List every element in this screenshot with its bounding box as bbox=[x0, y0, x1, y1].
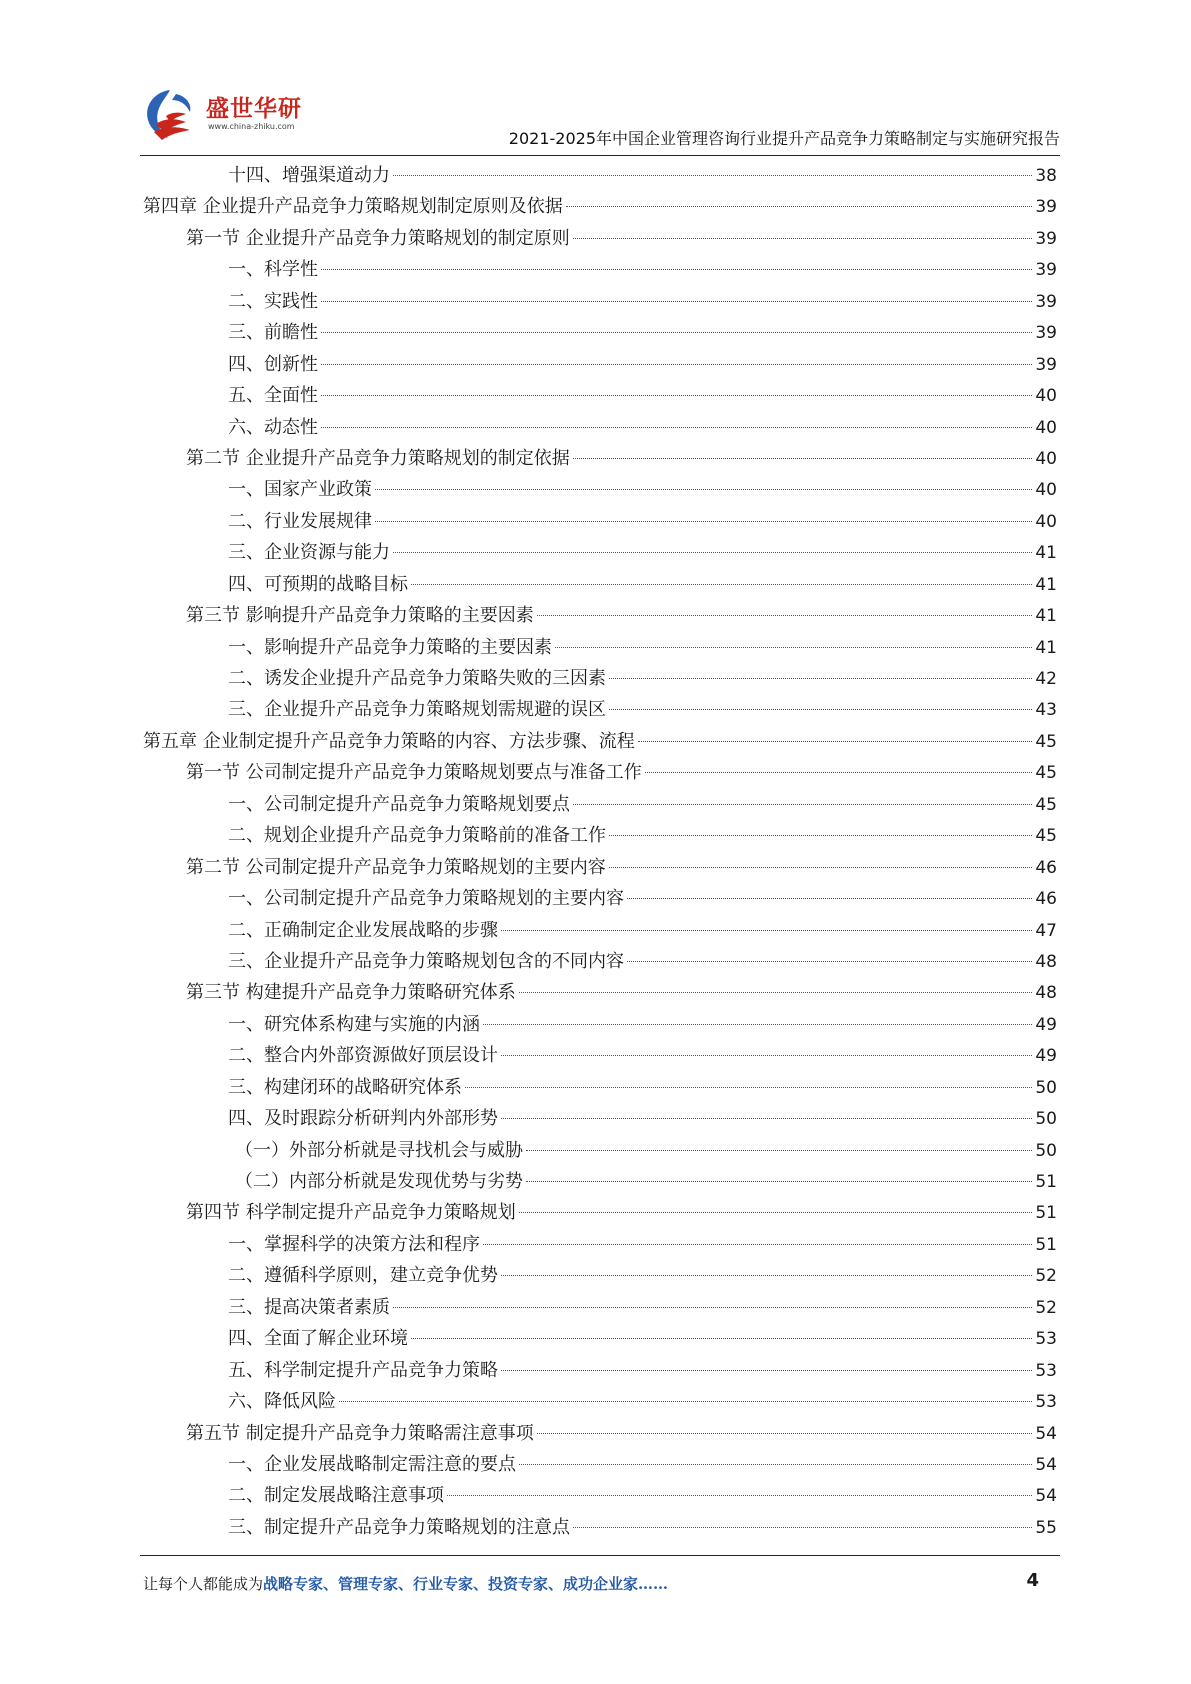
toc-entry-page: 53 bbox=[1035, 1329, 1057, 1350]
toc-entry-page: 40 bbox=[1035, 511, 1057, 532]
toc-entry-page: 39 bbox=[1035, 354, 1057, 375]
toc-entry-label: 三、企业提升产品竞争力策略规划需规避的误区 bbox=[228, 699, 606, 721]
toc-dot-leader bbox=[393, 552, 1032, 553]
toc-entry[interactable] bbox=[143, 1166, 1057, 1197]
toc-entry-page: 47 bbox=[1035, 920, 1057, 941]
toc-entry[interactable] bbox=[143, 1260, 1057, 1291]
toc-entry-page: 40 bbox=[1035, 448, 1057, 469]
toc-entry[interactable] bbox=[143, 726, 1057, 757]
toc-entry[interactable] bbox=[143, 946, 1057, 977]
toc-dot-leader bbox=[645, 772, 1033, 773]
toc-entry[interactable] bbox=[143, 1355, 1057, 1386]
toc-entry[interactable] bbox=[143, 349, 1057, 380]
toc-entry[interactable] bbox=[143, 915, 1057, 946]
toc-entry-label: 二、遵循科学原则，建立竞争优势 bbox=[228, 1265, 498, 1287]
toc-dot-leader bbox=[375, 521, 1032, 522]
toc-entry-page: 38 bbox=[1035, 166, 1057, 186]
toc-dot-leader bbox=[465, 1087, 1032, 1088]
toc-entry-label: 一、研究体系构建与实施的内涵 bbox=[228, 1013, 480, 1035]
toc-entry-label: 十四、增强渠道动力 bbox=[228, 165, 390, 186]
toc-entry-page: 53 bbox=[1035, 1392, 1057, 1413]
toc-dot-leader bbox=[321, 269, 1032, 270]
toc-entry[interactable] bbox=[143, 1229, 1057, 1260]
toc-entry-label: 第二节 企业提升产品竞争力策略规划的制定依据 bbox=[186, 447, 570, 469]
toc-dot-leader bbox=[393, 1307, 1032, 1308]
toc-entry-page: 51 bbox=[1035, 1234, 1057, 1255]
toc-entry-label: 一、科学性 bbox=[228, 259, 318, 281]
toc-entry-page: 45 bbox=[1035, 826, 1057, 847]
toc-entry-label: 一、公司制定提升产品竞争力策略规划要点 bbox=[228, 793, 570, 815]
toc-entry-label: 一、掌握科学的决策方法和程序 bbox=[228, 1233, 480, 1255]
toc-entry-page: 50 bbox=[1035, 1077, 1057, 1098]
toc-entry-label: 第一节 公司制定提升产品竞争力策略规划要点与准备工作 bbox=[186, 762, 642, 784]
toc-entry-label: 二、实践性 bbox=[228, 290, 318, 312]
toc-entry-label: 三、企业资源与能力 bbox=[228, 542, 390, 564]
toc-entry-label: 一、国家产业政策 bbox=[228, 479, 372, 501]
toc-dot-leader bbox=[573, 458, 1033, 459]
toc-dot-leader bbox=[321, 364, 1032, 365]
toc-dot-leader bbox=[526, 1150, 1032, 1151]
toc-entry-page: 39 bbox=[1035, 323, 1057, 344]
toc-entry-page: 45 bbox=[1035, 731, 1057, 752]
toc-entry-page: 41 bbox=[1035, 574, 1057, 595]
toc-entry-page: 51 bbox=[1035, 1172, 1057, 1192]
toc-dot-leader bbox=[483, 1024, 1032, 1025]
toc-entry[interactable] bbox=[143, 1512, 1057, 1543]
toc-entry[interactable] bbox=[143, 254, 1057, 285]
toc-dot-leader bbox=[609, 678, 1032, 679]
toc-dot-leader bbox=[627, 961, 1032, 962]
toc-dot-leader bbox=[321, 301, 1032, 302]
toc-entry-label: 第五章 企业制定提升产品竞争力策略的内容、方法步骤、流程 bbox=[143, 730, 635, 752]
slogan-prefix: 让每个人都能成为 bbox=[143, 1575, 264, 1593]
toc-entry-page: 49 bbox=[1035, 1014, 1057, 1035]
page-number: 4 bbox=[1026, 1570, 1039, 1591]
toc-entry-page: 39 bbox=[1035, 228, 1057, 249]
toc-dot-leader bbox=[501, 1055, 1032, 1056]
toc-dot-leader bbox=[501, 930, 1032, 931]
toc-entry-label: 三、企业提升产品竞争力策略规划包含的不同内容 bbox=[228, 950, 624, 972]
toc-entry-label: 第三节 影响提升产品竞争力策略的主要因素 bbox=[186, 605, 534, 627]
toc-entry[interactable] bbox=[143, 1040, 1057, 1071]
toc-entry[interactable] bbox=[143, 223, 1057, 254]
toc-entry-label: 三、制定提升产品竞争力策略规划的注意点 bbox=[228, 1516, 570, 1538]
toc-entry[interactable] bbox=[143, 474, 1057, 505]
toc-dot-leader bbox=[321, 427, 1032, 428]
toc-dot-leader bbox=[501, 1118, 1032, 1119]
toc-dot-leader bbox=[573, 238, 1033, 239]
toc-entry-page: 41 bbox=[1035, 606, 1057, 627]
toc-dot-leader bbox=[501, 1275, 1032, 1276]
toc-entry-page: 39 bbox=[1035, 291, 1057, 312]
toc-entry[interactable] bbox=[143, 1449, 1057, 1480]
toc-dot-leader bbox=[573, 804, 1032, 805]
toc-entry-page: 48 bbox=[1035, 983, 1057, 1004]
toc-entry[interactable] bbox=[143, 663, 1057, 694]
toc-entry[interactable] bbox=[143, 317, 1057, 348]
toc-entry-label: 六、降低风险 bbox=[228, 1391, 336, 1413]
page-header bbox=[140, 82, 1060, 150]
toc-entry-page: 40 bbox=[1035, 417, 1057, 438]
toc-dot-leader bbox=[411, 584, 1032, 585]
toc-entry[interactable] bbox=[143, 1386, 1057, 1417]
toc-dot-leader bbox=[519, 1212, 1033, 1213]
page-footer bbox=[143, 1570, 1057, 1603]
toc-entry[interactable] bbox=[143, 977, 1057, 1008]
toc-entry[interactable] bbox=[143, 1072, 1057, 1103]
footer-slogan bbox=[143, 1573, 668, 1594]
toc-entry-label: 第一节 企业提升产品竞争力策略规划的制定原则 bbox=[186, 227, 570, 249]
toc-entry-label: 一、公司制定提升产品竞争力策略规划的主要内容 bbox=[228, 888, 624, 910]
toc-entry-label: 三、构建闭环的战略研究体系 bbox=[228, 1076, 462, 1098]
toc-entry[interactable] bbox=[143, 443, 1057, 474]
toc-dot-leader bbox=[566, 206, 1033, 207]
toc-dot-leader bbox=[627, 898, 1032, 899]
toc-entry[interactable] bbox=[143, 1135, 1057, 1166]
toc-entry-label: 一、企业发展战略制定需注意的要点 bbox=[228, 1453, 516, 1475]
toc-entry[interactable] bbox=[143, 1418, 1057, 1449]
toc-entry-label: 一、影响提升产品竞争力策略的主要因素 bbox=[228, 636, 552, 658]
toc-entry-page: 53 bbox=[1035, 1360, 1057, 1381]
company-logo bbox=[140, 82, 310, 148]
toc-entry-page: 39 bbox=[1035, 260, 1057, 281]
toc-entry[interactable] bbox=[143, 1323, 1057, 1354]
toc-entry-page: 52 bbox=[1035, 1266, 1057, 1287]
toc-dot-leader bbox=[638, 741, 1033, 742]
toc-entry-page: 45 bbox=[1035, 763, 1057, 784]
toc-entry[interactable] bbox=[143, 757, 1057, 788]
toc-dot-leader bbox=[609, 709, 1032, 710]
footer-divider bbox=[140, 1555, 1060, 1556]
toc-dot-leader bbox=[555, 647, 1032, 648]
toc-entry-label: 三、前瞻性 bbox=[228, 322, 318, 344]
toc-entry-page: 51 bbox=[1035, 1203, 1057, 1224]
toc-entry[interactable] bbox=[143, 380, 1057, 411]
toc-entry[interactable] bbox=[143, 600, 1057, 631]
toc-dot-leader bbox=[411, 1338, 1032, 1339]
toc-entry[interactable] bbox=[143, 1292, 1057, 1323]
toc-dot-leader bbox=[501, 1370, 1032, 1371]
toc-entry-label: 二、诱发企业提升产品竞争力策略失败的三因素 bbox=[228, 668, 606, 689]
toc-entry-label: 第四节 科学制定提升产品竞争力策略规划 bbox=[186, 1202, 516, 1224]
toc-dot-leader bbox=[339, 1401, 1032, 1402]
toc-entry-page: 50 bbox=[1035, 1109, 1057, 1130]
toc-dot-leader bbox=[519, 1464, 1032, 1465]
toc-dot-leader bbox=[483, 1244, 1032, 1245]
toc-entry-page: 41 bbox=[1035, 543, 1057, 564]
toc-dot-leader bbox=[321, 332, 1032, 333]
toc-entry-page: 46 bbox=[1035, 857, 1057, 878]
toc-entry[interactable] bbox=[143, 506, 1057, 537]
toc-entry[interactable] bbox=[143, 160, 1057, 191]
toc-dot-leader bbox=[573, 1527, 1032, 1528]
toc-entry-page: 40 bbox=[1035, 386, 1057, 407]
toc-entry-label: （一）外部分析就是寻找机会与威胁 bbox=[235, 1139, 523, 1161]
toc-entry[interactable] bbox=[143, 789, 1057, 820]
toc-entry-label: 三、提高决策者素质 bbox=[228, 1296, 390, 1318]
toc-entry-label: 二、制定发展战略注意事项 bbox=[228, 1485, 444, 1507]
toc-dot-leader bbox=[526, 1181, 1032, 1182]
toc-entry-label: （二）内部分析就是发现优势与劣势 bbox=[235, 1171, 523, 1192]
toc-dot-leader bbox=[609, 835, 1032, 836]
toc-dot-leader bbox=[537, 1433, 1033, 1434]
toc-entry-page: 54 bbox=[1035, 1454, 1057, 1475]
toc-entry-label: 四、全面了解企业环境 bbox=[228, 1328, 408, 1350]
toc-entry[interactable] bbox=[143, 191, 1057, 222]
logo-url: www.china-zhiku.com bbox=[208, 122, 295, 131]
toc-entry-label: 四、及时跟踪分析研判内外部形势 bbox=[228, 1108, 498, 1130]
toc-entry[interactable] bbox=[143, 694, 1057, 725]
toc-entry[interactable] bbox=[143, 1480, 1057, 1511]
toc-entry-page: 48 bbox=[1035, 951, 1057, 972]
toc-entry[interactable] bbox=[143, 286, 1057, 317]
header-divider bbox=[140, 155, 1060, 156]
report-title: 2021-2025年中国企业管理咨询行业提升产品竞争力策略制定与实施研究报告 bbox=[508, 129, 1060, 148]
toc-entry-label: 二、行业发展规律 bbox=[228, 510, 372, 532]
toc-entry-label: 六、动态性 bbox=[228, 416, 318, 438]
toc-entry-label: 四、可预期的战略目标 bbox=[228, 573, 408, 595]
toc-entry-page: 55 bbox=[1035, 1517, 1057, 1538]
toc-entry-label: 二、规划企业提升产品竞争力策略前的准备工作 bbox=[228, 825, 606, 847]
toc-entry[interactable] bbox=[143, 820, 1057, 851]
toc-entry-page: 54 bbox=[1035, 1423, 1057, 1444]
toc-entry-page: 46 bbox=[1035, 889, 1057, 910]
toc-entry-page: 41 bbox=[1035, 637, 1057, 658]
toc-entry-label: 二、正确制定企业发展战略的步骤 bbox=[228, 919, 498, 941]
toc-entry[interactable] bbox=[143, 1009, 1057, 1040]
toc-entry[interactable] bbox=[143, 537, 1057, 568]
toc-entry-label: 第二节 公司制定提升产品竞争力策略规划的主要内容 bbox=[186, 856, 606, 878]
toc-dot-leader bbox=[609, 867, 1033, 868]
toc-entry[interactable] bbox=[143, 1103, 1057, 1134]
toc-dot-leader bbox=[537, 615, 1033, 616]
logo-text: 盛世华研 bbox=[206, 96, 302, 122]
toc-entry-label: 五、全面性 bbox=[228, 385, 318, 407]
toc-dot-leader bbox=[393, 175, 1032, 176]
logo-emblem-icon bbox=[140, 86, 202, 144]
toc-entry-page: 43 bbox=[1035, 700, 1057, 721]
toc-entry-label: 第四章 企业提升产品竞争力策略规划制定原则及依据 bbox=[143, 196, 563, 218]
table-of-contents bbox=[143, 160, 1057, 1543]
toc-entry-label: 二、整合内外部资源做好顶层设计 bbox=[228, 1045, 498, 1067]
toc-entry-page: 40 bbox=[1035, 480, 1057, 501]
toc-entry-label: 五、科学制定提升产品竞争力策略 bbox=[228, 1359, 498, 1381]
slogan-emphasis: 战略专家、管理专家、行业专家、投资专家、成功企业家…… bbox=[263, 1575, 669, 1593]
toc-entry-page: 45 bbox=[1035, 794, 1057, 815]
toc-entry-label: 第三节 构建提升产品竞争力策略研究体系 bbox=[186, 982, 516, 1004]
toc-entry-label: 四、创新性 bbox=[228, 353, 318, 375]
toc-entry-page: 50 bbox=[1035, 1140, 1057, 1161]
toc-dot-leader bbox=[321, 395, 1032, 396]
toc-entry[interactable] bbox=[143, 412, 1057, 443]
toc-entry-page: 52 bbox=[1035, 1297, 1057, 1318]
toc-entry[interactable] bbox=[143, 1197, 1057, 1228]
toc-entry[interactable] bbox=[143, 632, 1057, 663]
toc-entry-page: 54 bbox=[1035, 1486, 1057, 1507]
toc-dot-leader bbox=[519, 992, 1033, 993]
toc-entry[interactable] bbox=[143, 883, 1057, 914]
toc-entry-page: 49 bbox=[1035, 1046, 1057, 1067]
toc-dot-leader bbox=[375, 489, 1032, 490]
toc-entry-label: 第五节 制定提升产品竞争力策略需注意事项 bbox=[186, 1422, 534, 1444]
toc-entry[interactable] bbox=[143, 852, 1057, 883]
toc-entry-page: 39 bbox=[1035, 197, 1057, 218]
toc-entry[interactable] bbox=[143, 569, 1057, 600]
toc-entry-page: 42 bbox=[1035, 669, 1057, 689]
toc-dot-leader bbox=[447, 1495, 1032, 1496]
